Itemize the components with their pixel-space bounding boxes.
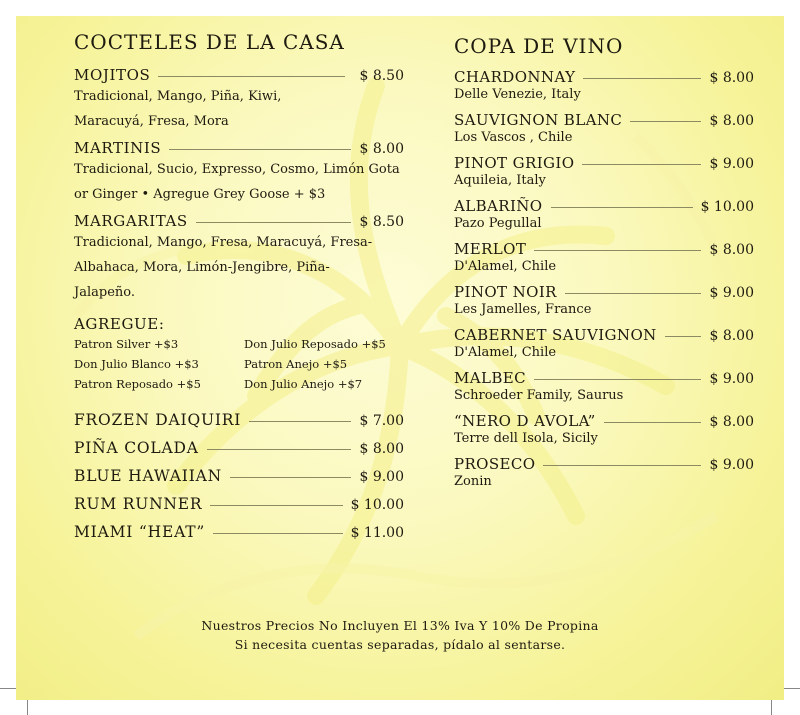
wine-item xyxy=(454,240,754,276)
item-price: $ 9.00 xyxy=(709,285,754,301)
drink-item xyxy=(74,439,404,457)
wine-item xyxy=(454,369,754,405)
wine-origin: Pazo Pegullal xyxy=(454,216,542,231)
item-name: MOJITOS xyxy=(74,66,151,84)
item-name: PINOT GRIGIO xyxy=(454,154,575,172)
item-name: “NERO D AVOLA” xyxy=(454,412,596,430)
vino-column xyxy=(454,34,754,498)
agregue-title: AGREGUE: xyxy=(74,315,165,333)
wine-origin: Schroeder Family, Saurus xyxy=(454,388,624,403)
item-name: PINOT NOIR xyxy=(454,283,557,301)
item-description: Tradicional, Sucio, Expresso, Cosmo, Limón Gota or Ginger • Agregue Grey Goose + $3 xyxy=(74,162,400,202)
item-name: FROZEN DAIQUIRI xyxy=(74,411,242,429)
agregue-item: Patron Silver +$3 xyxy=(74,337,179,351)
item-price: $ 8.50 xyxy=(359,214,404,230)
dotted-leader xyxy=(196,222,352,223)
vino-title: COPA DE VINO xyxy=(454,34,624,58)
item-price: $ 10.00 xyxy=(350,497,404,513)
item-price: $ 7.00 xyxy=(359,413,404,429)
wine-origin: D'Alamel, Chile xyxy=(454,345,557,360)
drink-item xyxy=(74,411,404,429)
dotted-leader xyxy=(169,149,351,150)
item-name: BLUE HAWAIIAN xyxy=(74,467,222,485)
wine-item xyxy=(454,68,754,104)
item-price: $ 8.00 xyxy=(709,414,754,430)
item-price: $ 8.00 xyxy=(709,113,754,129)
item-price: $ 9.00 xyxy=(709,457,754,473)
item-price: $ 11.00 xyxy=(350,525,404,541)
agregue-item: Patron Anejo +$5 xyxy=(244,357,348,371)
wine-item xyxy=(454,412,754,448)
wine-item xyxy=(454,197,754,233)
dotted-leader xyxy=(213,533,342,534)
dotted-leader xyxy=(534,379,701,380)
item-name: MARTINIS xyxy=(74,139,162,157)
wine-item xyxy=(454,111,754,147)
agregue-item: Don Julio Blanco +$3 xyxy=(74,357,199,371)
mojitos-item xyxy=(74,66,404,134)
dotted-leader xyxy=(583,78,701,79)
item-price: $ 8.00 xyxy=(709,70,754,86)
dotted-leader xyxy=(207,449,352,450)
wine-item xyxy=(454,326,754,362)
wine-origin: Aquileia, Italy xyxy=(454,173,546,188)
dotted-leader xyxy=(565,293,702,294)
footer-separate-checks-note: Si necesita cuentas separadas, pídalo al sentarse. xyxy=(234,637,566,652)
drink-item xyxy=(74,523,404,541)
wine-origin: Les Jamelles, France xyxy=(454,302,592,317)
dotted-leader xyxy=(543,465,701,466)
item-name: PROSECO xyxy=(454,455,536,473)
crop-mark-right xyxy=(784,688,800,689)
dotted-leader xyxy=(551,207,693,208)
margaritas-item xyxy=(74,212,404,305)
dotted-leader xyxy=(249,421,351,422)
wine-origin: Zonin xyxy=(454,474,492,489)
item-price: $ 8.00 xyxy=(359,141,404,157)
item-name: MERLOT xyxy=(454,240,527,258)
wine-item xyxy=(454,455,754,491)
item-price: $ 8.00 xyxy=(709,328,754,344)
menu-page xyxy=(16,16,784,700)
agregue-list xyxy=(74,337,404,391)
agregue-section xyxy=(74,315,404,391)
dotted-leader xyxy=(630,121,701,122)
wine-origin: Delle Venezie, Italy xyxy=(454,87,581,102)
agregue-item: Don Julio Anejo +$7 xyxy=(244,377,363,391)
martinis-item xyxy=(74,139,404,207)
item-name: ALBARIÑO xyxy=(454,197,543,215)
item-name: MARGARITAS xyxy=(74,212,188,230)
item-price: $ 9.00 xyxy=(709,156,754,172)
item-description: Tradicional, Mango, Fresa, Maracuyá, Fresa-Albahaca, Mora, Limón-Jengibre, Piña-Jalapeño. xyxy=(74,235,373,300)
dotted-leader xyxy=(665,336,702,337)
crop-mark-left-vertical xyxy=(27,699,28,715)
dotted-leader xyxy=(604,422,702,423)
frozen-drinks-list xyxy=(74,411,404,541)
drink-item xyxy=(74,467,404,485)
wine-origin: D'Alamel, Chile xyxy=(454,259,557,274)
dotted-leader xyxy=(534,250,701,251)
item-price: $ 9.00 xyxy=(709,371,754,387)
item-name: MALBEC xyxy=(454,369,527,387)
item-name: RUM RUNNER xyxy=(74,495,203,513)
footer-note xyxy=(16,616,784,654)
drink-item xyxy=(74,495,404,513)
item-price: $ 9.00 xyxy=(359,469,404,485)
wine-item xyxy=(454,154,754,190)
cocteles-column xyxy=(74,30,404,551)
dotted-leader xyxy=(210,505,342,506)
cocteles-title: COCTELES DE LA CASA xyxy=(74,30,345,54)
wine-origin: Terre dell Isola, Sicily xyxy=(454,431,598,446)
dotted-leader xyxy=(158,76,345,77)
item-price: $ 8.50 xyxy=(359,68,404,84)
item-name: SAUVIGNON BLANC xyxy=(454,111,623,129)
item-name: CABERNET SAUVIGNON xyxy=(454,326,657,344)
agregue-item: Don Julio Reposado +$5 xyxy=(244,337,386,351)
crop-mark-right-vertical xyxy=(771,699,772,715)
item-price: $ 10.00 xyxy=(700,199,754,215)
dotted-leader xyxy=(582,164,701,165)
item-description: Tradicional, Mango, Piña, Kiwi, Maracuyá, Fresa, Mora xyxy=(74,89,282,129)
item-name: CHARDONNAY xyxy=(454,68,576,86)
agregue-item: Patron Reposado +$5 xyxy=(74,377,201,391)
dotted-leader xyxy=(230,477,351,478)
wine-origin: Los Vascos , Chile xyxy=(454,130,573,145)
item-name: MIAMI “HEAT” xyxy=(74,523,206,541)
footer-prices-note: Nuestros Precios No Incluyen El 13% Iva Y 10% De Propina xyxy=(201,618,599,633)
wine-item xyxy=(454,283,754,319)
crop-mark-left xyxy=(0,688,16,689)
item-price: $ 8.00 xyxy=(709,242,754,258)
item-name: PIÑA COLADA xyxy=(74,439,199,457)
item-price: $ 8.00 xyxy=(359,441,404,457)
